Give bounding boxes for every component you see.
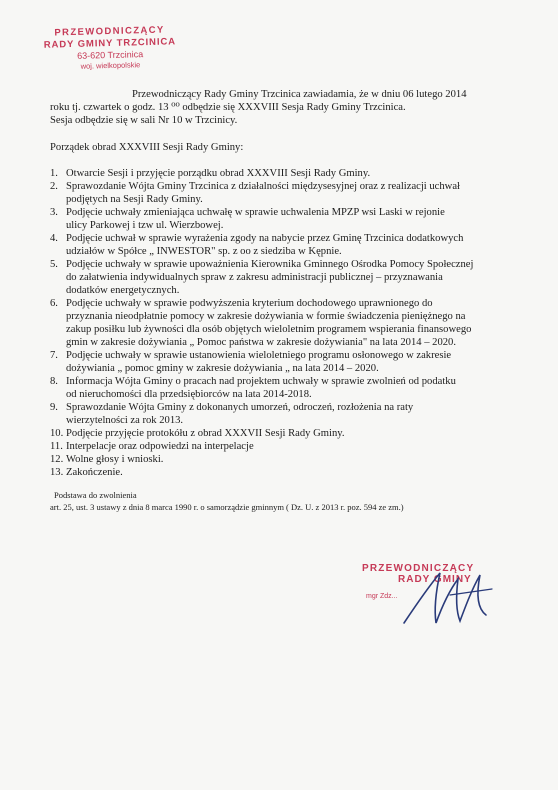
agenda-item-text [66, 258, 522, 297]
agenda-item-number: 12. [50, 454, 64, 465]
agenda-item [50, 440, 522, 453]
agenda-item-text [66, 232, 522, 258]
legal-basis [50, 489, 522, 513]
agenda-item-number: 5. [50, 259, 58, 270]
agenda-item-text [66, 297, 522, 349]
agenda-list [50, 167, 522, 479]
intro-line-3: Sesja odbędzie się w sali Nr 10 w Trzcinicy. [50, 115, 238, 126]
agenda-item-text [66, 180, 522, 206]
agenda-item-line: Podjęcie uchwały w sprawie upoważnienia Kierownika Gminnego Ośrodka Pomocy Społecznej [66, 259, 474, 270]
agenda-item-line: Wolne głosy i wnioski. [66, 454, 164, 465]
legal-basis-title: Podstawa do zwolnienia [54, 490, 137, 500]
agenda-item [50, 427, 522, 440]
agenda-item-line: udziałów w Spółce „ INWESTOR" sp. z oo z siedziba w Kępnie. [66, 246, 342, 257]
agenda-item-line: od nieruchomości dla przedsiębiorców na lata 2014-2018. [66, 389, 312, 400]
agenda-item-text [66, 349, 522, 375]
agenda-item [50, 232, 522, 258]
agenda-item-line: Interpelacje oraz odpowiedzi na interpelacje [66, 441, 254, 452]
agenda-item-number: 9. [50, 402, 58, 413]
agenda-item-line: podjętych na Sesji Rady Gminy. [66, 194, 203, 205]
agenda-item-line: wierzytelności za rok 2013. [66, 415, 184, 426]
agenda-item-line: Informacja Wójta Gminy o pracach nad projektem uchwały w sprawie zwolnień od podatku [66, 376, 456, 387]
legal-basis-text: art. 25, ust. 3 ustawy z dnia 8 marca 1990 r. o samorządzie gminnym ( Dz. U. z 2013 r. poz. 594 ze zm.) [50, 502, 404, 512]
agenda-item-number: 2. [50, 181, 58, 192]
agenda-item-line: Sprawozdanie Wójta Gminy Trzcinica z działalności międzysesyjnej oraz z realizacji uchwał [66, 181, 460, 192]
agenda-item-line: Otwarcie Sesji i przyjęcie porządku obrad XXXVIII Sesji Rady Gminy. [66, 168, 371, 179]
agenda-item [50, 349, 522, 375]
agenda-item-line: Zakończenie. [66, 467, 123, 478]
agenda-item-line: Podjęcie uchwały zmieniająca uchwałę w sprawie uchwalenia MPZP wsi Laski w rejonie [66, 207, 445, 218]
stamp-line-3: 63-620 Trzcinica [77, 49, 144, 61]
stamp-line-4: woj. wielkopolskie [80, 60, 141, 71]
handwritten-signature [396, 565, 496, 629]
agenda-item-text [66, 453, 522, 466]
agenda-item-text [66, 375, 522, 401]
agenda-item-number: 11. [50, 441, 63, 452]
agenda-heading: Porządek obrad XXXVIII Sesji Rady Gminy: [50, 142, 244, 153]
signature-stamp-line-1: PRZEWODNICZĄCY [362, 563, 475, 574]
agenda-item-line: gmin w zakresie dożywiania „ Pomoc państwa w zakresie dożywiania" na lata 2014 – 2020. [66, 337, 456, 348]
agenda-item-line: ulicy Parkowej i tzw ul. Wierzbowej. [66, 220, 224, 231]
agenda-item-text [66, 440, 522, 453]
agenda-item-number: 4. [50, 233, 58, 244]
stamp-line-1: PRZEWODNICZĄCY [54, 24, 165, 39]
intro-line-2: roku tj. czwartek o godz. 13 ⁰⁰ odbędzie się XXXVIII Sesja Rady Gminy Trzcinica. [50, 102, 406, 113]
agenda-item-line: Podjęcie uchwały w sprawie podwyższenia kryterium dochodowego uprawnionego do [66, 298, 433, 309]
agenda-item-number: 3. [50, 207, 58, 218]
intro-line-1: Przewodniczący Rady Gminy Trzcinica zawiadamia, że w dniu 06 lutego 2014 [132, 89, 467, 100]
signature-stamp [362, 563, 492, 600]
agenda-item-number: 6. [50, 298, 58, 309]
agenda-item [50, 206, 522, 232]
agenda-item-line: dodatków energetycznych. [66, 285, 180, 296]
agenda-item-line: zakup posiłku lub żywności dla osób objętych wieloletnim programem wspierania finansowego [66, 324, 472, 335]
agenda-item [50, 401, 522, 427]
agenda-item [50, 297, 522, 349]
agenda-item-line: Sprawozdanie Wójta Gminy z dokonanych umorzeń, odroczeń, rozłożenia na raty [66, 402, 414, 413]
agenda-item-number: 1. [50, 168, 58, 179]
agenda-item [50, 453, 522, 466]
stamp-line-2: RADY GMINY TRZCINICA [43, 36, 177, 51]
agenda-item-text [66, 427, 522, 440]
agenda-item-text [66, 167, 522, 180]
agenda-item [50, 258, 522, 297]
agenda-item-line: Podjęcie przyjęcie protokółu z obrad XXXVII Sesji Rady Gminy. [66, 428, 345, 439]
agenda-item [50, 375, 522, 401]
agenda-item-number: 7. [50, 350, 58, 361]
agenda-item-line: do załatwienia indywidualnych spraw z zakresu administracji publicznej – przyznawania [66, 272, 443, 283]
agenda-item-line: przyznania nieodpłatnie pomocy w zakresie dożywiania w formie świadczenia pieniężnego na [66, 311, 466, 322]
agenda-item [50, 466, 522, 479]
agenda-item-line: dożywiania „ pomoc gminy w zakresie dożywiania „ na lata 2014 – 2020. [66, 363, 379, 374]
council-chairman-stamp [39, 24, 180, 73]
agenda-item-number: 8. [50, 376, 58, 387]
agenda-item-number: 13. [50, 467, 64, 478]
agenda-item [50, 180, 522, 206]
signature-name: mgr Zdz... [366, 593, 398, 600]
intro-paragraph [50, 88, 522, 127]
agenda-item [50, 167, 522, 180]
agenda-item-number: 10. [50, 428, 64, 439]
agenda-item-text [66, 401, 522, 427]
agenda-item-text [66, 466, 522, 479]
agenda-item-text [66, 206, 522, 232]
agenda-item-line: Podjęcie uchwał w sprawie wyrażenia zgody na nabycie przez Gminę Trzcinica dodatkowych [66, 233, 464, 244]
agenda-item-line: Podjęcie uchwały w sprawie ustanowienia wieloletniego programu osłonowego w zakresie [66, 350, 452, 361]
signature-stamp-line-2: RADY GMINY [398, 574, 472, 585]
